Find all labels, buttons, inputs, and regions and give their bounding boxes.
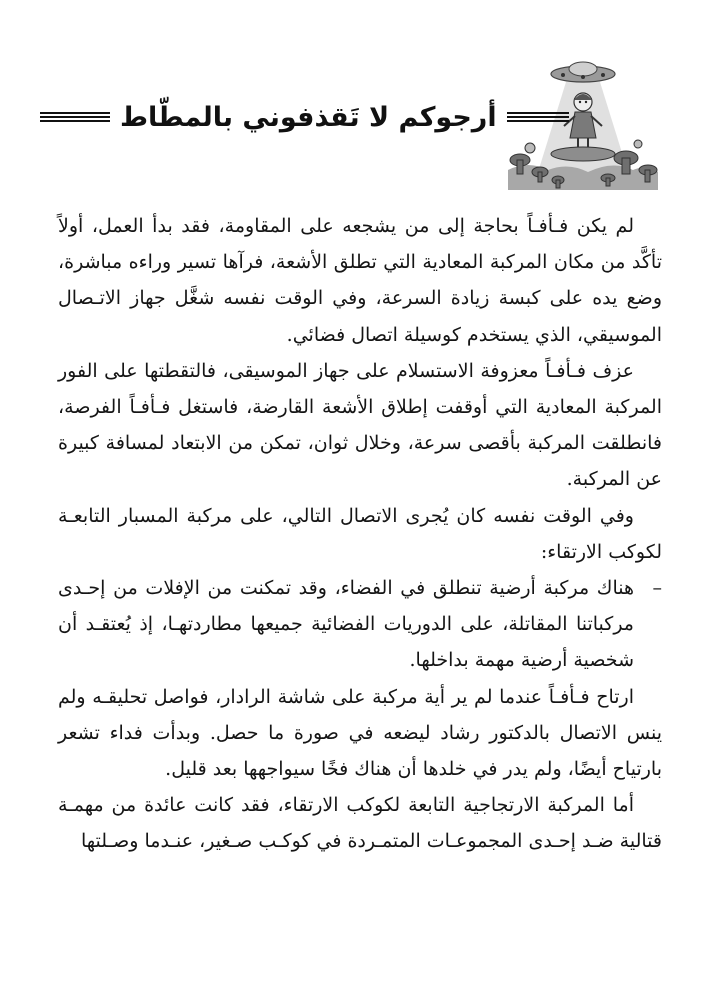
chapter-header	[40, 60, 675, 190]
title-rule-right	[507, 112, 569, 122]
dialog-text: هناك مركبة أرضية تنطلق في الفضاء، وقد تمكنت من الإفلات من إحـدى مركباتنا المقاتلة، على الدوريات الفضائية جميعها مطاردتهـا، إذ يُعتقـد أن شخصية أرضية مهمة بداخلها.	[58, 577, 634, 672]
chapter-title: أرجوكم لا تَقذفوني بالمطّاط	[120, 101, 497, 133]
story-text	[58, 208, 662, 860]
paragraph: ارتاح فـأفـاً عندما لم ير أية مركبة على شاشة الرادار، فواصل تحليقـه ولم ينس الاتصال بالدكتور رشاد ليضعه في صورة ما حصل. وبدأت فداء تشعر بارتياح أيضًا، ولم يدر في خلدها أن هناك فخًا سيواجهها بعد قليل.	[58, 685, 662, 781]
paragraph: عزف فـأفـاً معزوفة الاستسلام على جهاز الموسيقى، فالتقطتها على الفور المركبة المعادية التي أوقفت إطلاق الأشعة القارضة، فاستغل فـأفـاً الفرصة، فانطلقت المركبة بأقصى سرعة، وخلال ثوان، تمكن من الابتعاد لمسافة كبيرة عن المركبة.	[58, 359, 662, 491]
dialog-paragraph	[58, 570, 662, 679]
title-row	[40, 100, 675, 134]
title-rule-left	[40, 112, 110, 122]
paragraph: لم يكن فـأفـاً بحاجة إلى من يشجعه على المقاومة، فقد بدأ العمل، أولاً تأكَّد من مكان المركبة المعادية التي تطلق الأشعة، فرآها تسير وراءه مباشرة، وضع يده على كبسة زيادة السرعة، وفي الوقت نفسه شغَّل جهاز الاتـصال الموسيقي، الذي يستخدم كوسيلة اتصال فضائي.	[58, 215, 662, 346]
paragraph: أما المركبة الارتجاجية التابعة لكوكب الارتقاء، فقد كانت عائدة من مهمـة قتالية ضـد إحـدى المجموعـات المتمـردة في كوكـب صـغير، عنـدما وصـلتها	[58, 794, 662, 853]
paragraph: وفي الوقت نفسه كان يُجرى الاتصال التالي، على مركبة المسبار التابعـة لكوكب الارتقاء:	[58, 504, 662, 563]
dialog-dash: –	[652, 577, 662, 600]
